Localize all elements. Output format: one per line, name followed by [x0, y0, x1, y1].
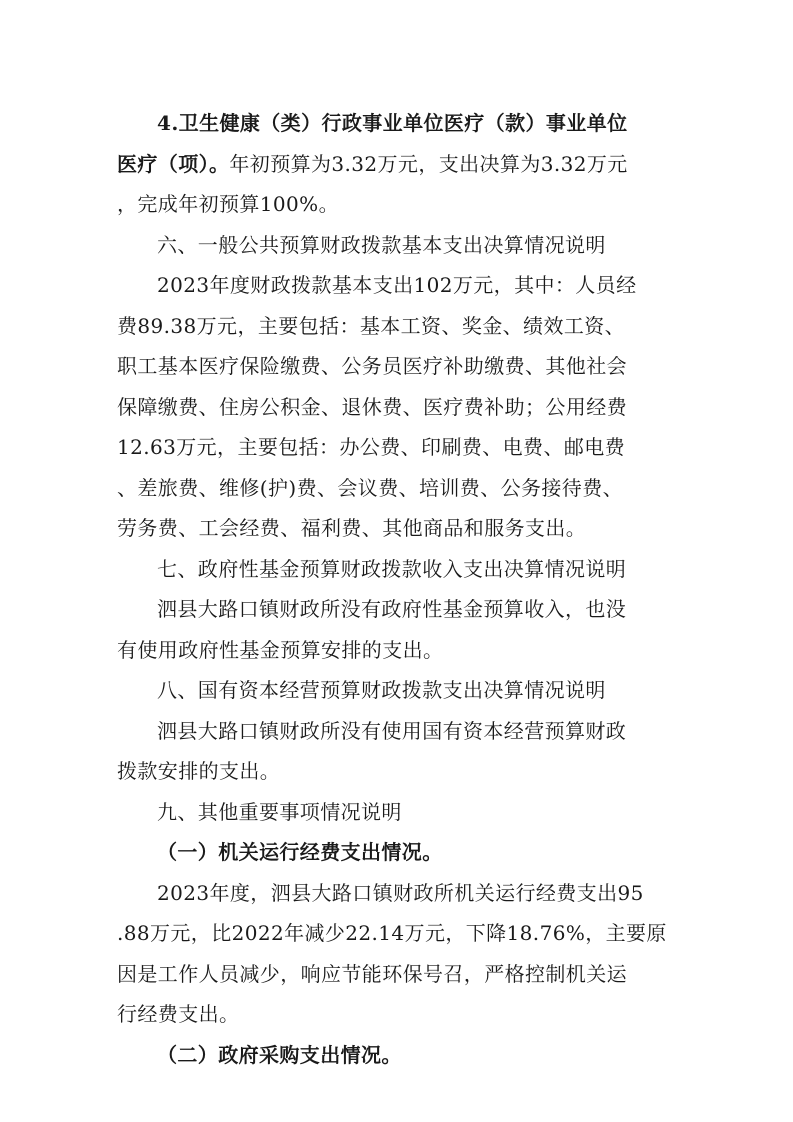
document-page — [117, 103, 677, 1075]
section8-paragraph-line: 拨款安排的支出。 — [117, 759, 281, 783]
section6-paragraph-line: 费89.38万元，主要包括：基本工资、奖金、绩效工资、 — [117, 313, 626, 338]
section9-sub1-paragraph-line: 2023年度，泗县大路口镇财政所机关运行经费支出95 — [157, 880, 644, 905]
section6-paragraph-line: 保障缴费、住房公积金、退休费、医疗费补助；公用经费 — [117, 394, 627, 419]
section4-title-line1: 4.卫生健康（类）行政事业单位医疗（款）事业单位 — [157, 111, 628, 135]
section9-sub1-paragraph-line: 行经费支出。 — [117, 1002, 240, 1026]
section4-title-rest: 年初预算为3.32万元，支出决算为3.32万元 — [229, 151, 628, 176]
section6-paragraph-line: 、差旅费、维修(护)费、会议费、培训费、公务接待费、 — [117, 475, 624, 500]
section4-line3: ，完成年初预算100%。 — [117, 192, 339, 216]
section7-paragraph-line: 泗县大路口镇财政所没有政府性基金预算收入，也没 — [157, 597, 627, 621]
section9-sub1-paragraph-line: 因是工作人员减少，响应节能环保号召，严格控制机关运 — [117, 961, 627, 986]
section8-heading: 八、国有资本经营预算财政拨款支出决算情况说明 — [157, 678, 606, 702]
section6-heading: 六、一般公共预算财政拨款基本支出决算情况说明 — [157, 232, 606, 257]
section9-sub1-paragraph-line: .88万元，比2022年减少22.14万元，下降18.76%，主要原 — [117, 921, 667, 945]
section4-title-line2 — [117, 144, 677, 185]
section9-heading: 九、其他重要事项情况说明 — [157, 799, 402, 824]
section9-sub1-heading: （一）机关运行经费支出情况。 — [157, 840, 443, 864]
section9-sub2-heading: （二）政府采购支出情况。 — [157, 1042, 402, 1067]
section4-title-bold: 医疗（项）。 — [117, 151, 230, 176]
section6-paragraph-line: 2023年度财政拨款基本支出102万元，其中：人员经 — [157, 273, 637, 297]
section7-heading: 七、政府性基金预算财政拨款收入支出决算情况说明 — [157, 556, 627, 581]
section6-paragraph-line: 12.63万元，主要包括：办公费、印刷费、电费、邮电费 — [117, 435, 626, 459]
section8-paragraph-line: 泗县大路口镇财政所没有使用国有资本经营预算财政 — [157, 718, 627, 743]
section6-paragraph-line: 劳务费、工会经费、福利费、其他商品和服务支出。 — [117, 516, 587, 540]
section6-paragraph-line: 职工基本医疗保险缴费、公务员医疗补助缴费、其他社会 — [117, 354, 627, 378]
section7-paragraph-line: 有使用政府性基金预算安排的支出。 — [117, 637, 444, 662]
